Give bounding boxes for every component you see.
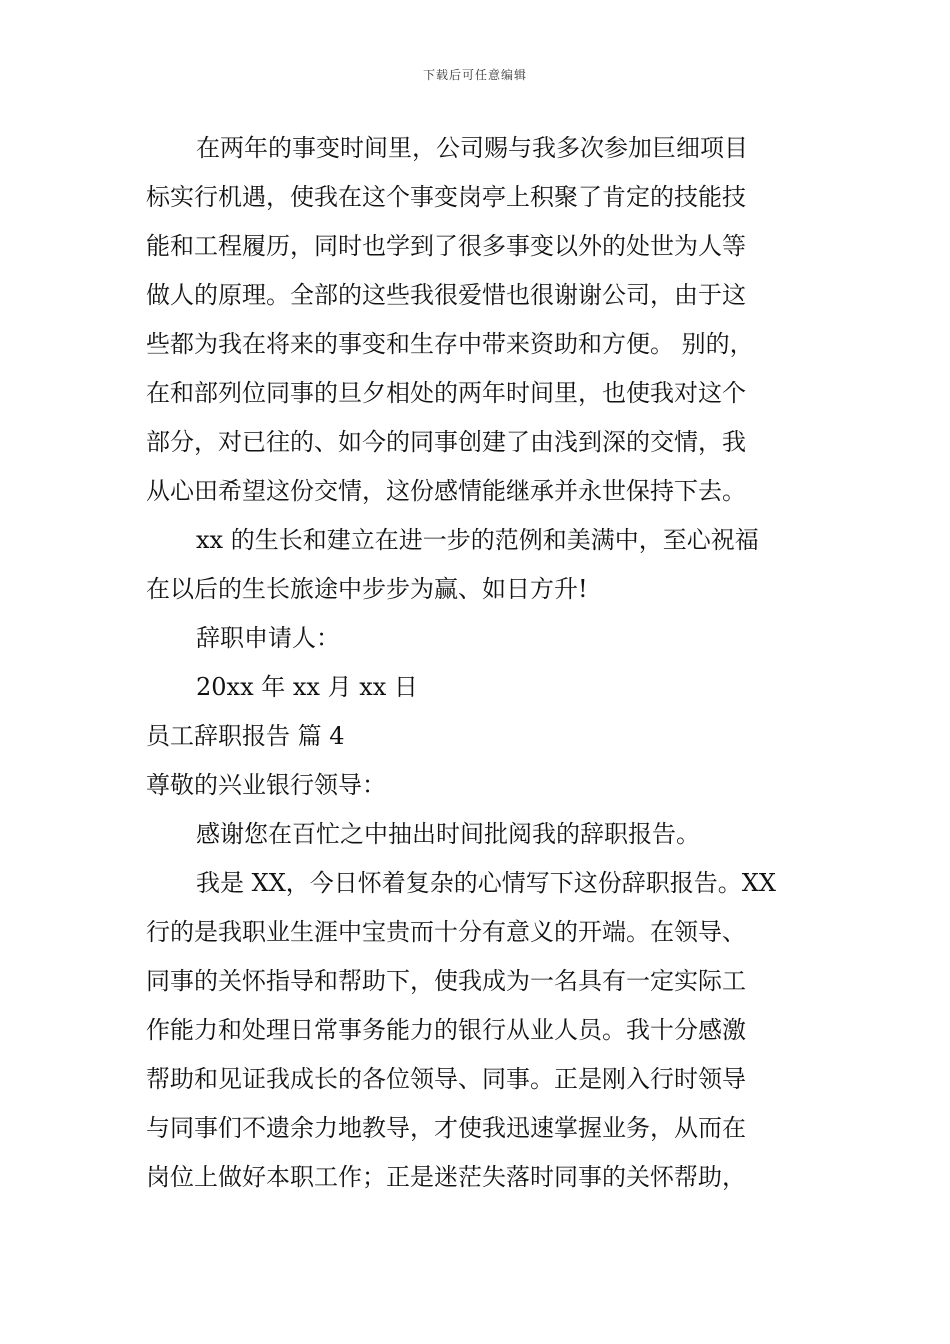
text-line: 在和部列位同事的旦夕相处的两年时间里，也使我对这个 <box>146 379 746 407</box>
text-line: 与同事们不遗余力地教导，才使我迅速掌握业务，从而在 <box>146 1114 746 1142</box>
text-line: 感谢您在百忙之中抽出时间批阅我的辞职报告。 <box>196 820 700 848</box>
text-line: 些都为我在将来的事变和生存中带来资助和方便。 别的， <box>146 330 754 358</box>
text-line: 行的是我职业生涯中宝贵而十分有意义的开端。在领导、 <box>146 918 746 946</box>
text-line: 从心田希望这份交情，这份感情能继承并永世保持下去。 <box>146 477 746 505</box>
text-line: 部分，对已往的、如今的同事创建了由浅到深的交情，我 <box>146 428 746 456</box>
text-line: 在以后的生长旅途中步步为赢、如日方升! <box>146 575 588 603</box>
text-line: 我是 XX，今日怀着复杂的心情写下这份辞职报告。XX <box>196 869 776 897</box>
text-line: 能和工程履历，同时也学到了很多事变以外的处世为人等 <box>146 232 746 260</box>
text-line: 标实行机遇，使我在这个事变岗亭上积聚了肯定的技能技 <box>146 183 746 211</box>
text-line: 作能力和处理日常事务能力的银行从业人员。我十分感激 <box>146 1016 746 1044</box>
page-header-note: 下载后可任意编辑 <box>422 68 527 82</box>
text-line: 尊敬的兴业银行领导： <box>146 771 386 799</box>
text-line: 做人的原理。全部的这些我很爱惜也很谢谢公司，由于这 <box>146 281 746 309</box>
text-line: 岗位上做好本职工作；正是迷茫失落时同事的关怀帮助， <box>146 1163 746 1191</box>
text-line: 帮助和见证我成长的各位领导、同事。正是刚入行时领导 <box>146 1065 746 1093</box>
text-line: 20xx 年 xx 月 xx 日 <box>196 673 418 701</box>
text-line: 辞职申请人： <box>196 624 340 652</box>
document-body <box>146 124 806 1202</box>
text-line: 员工辞职报告 篇 4 <box>146 722 345 750</box>
text-line: xx 的生长和建立在进一步的范例和美满中，至心祝福 <box>196 526 759 554</box>
text-line: 在两年的事变时间里，公司赐与我多次参加巨细项目 <box>196 134 748 162</box>
text-line: 同事的关怀指导和帮助下，使我成为一名具有一定实际工 <box>146 967 746 995</box>
